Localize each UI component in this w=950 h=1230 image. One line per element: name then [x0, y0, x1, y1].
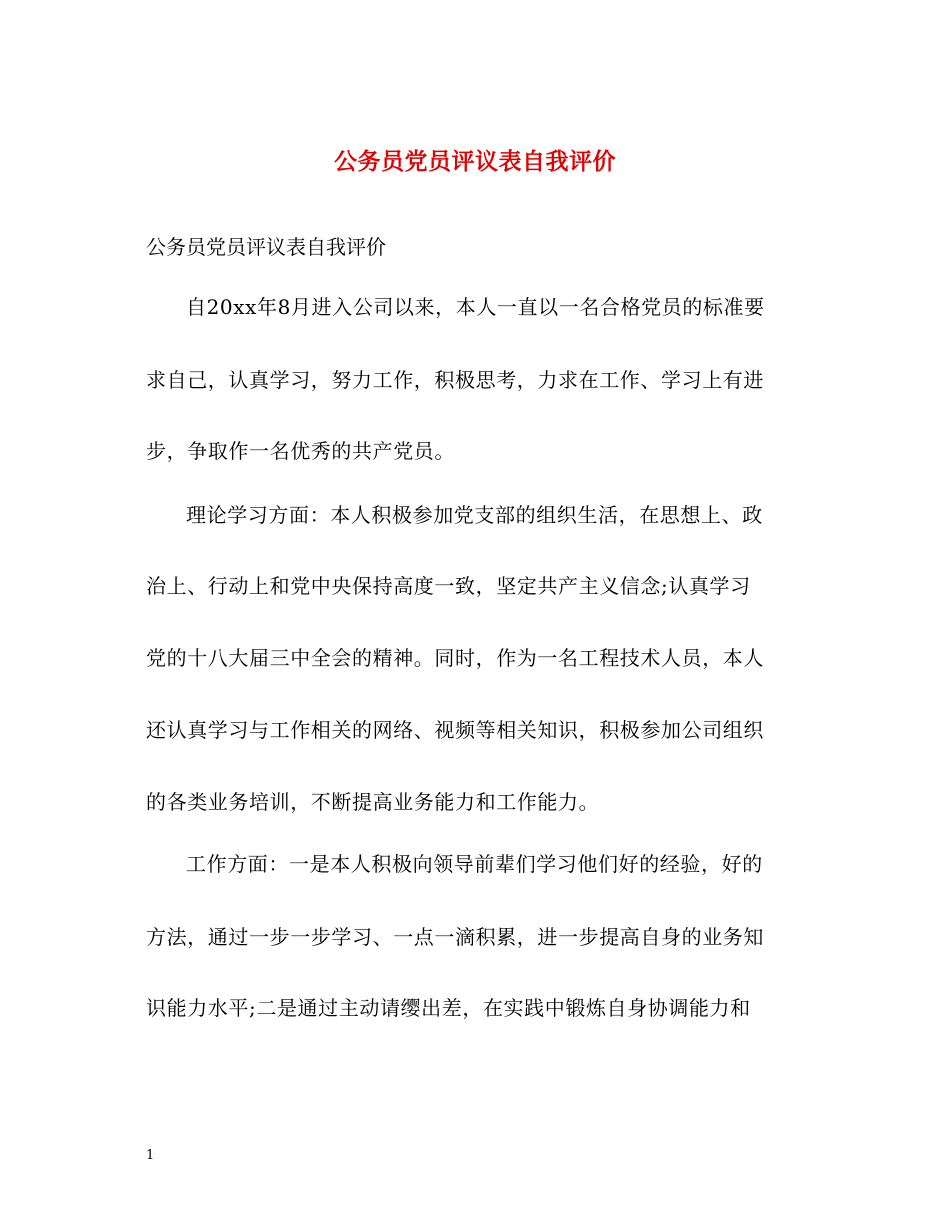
paragraph-line: 识能力水平;二是通过主动请缨出差，在实践中锻炼自身协调能力和 [146, 996, 751, 1020]
paragraph-line: 自20xx年8月进入公司以来，本人一直以一名合格党员的标准要 [186, 295, 765, 319]
document-subtitle: 公务员党员评议表自我评价 [146, 235, 386, 259]
paragraph-line: 方法，通过一步一步学习、一点一滴积累，进一步提高自身的业务知 [146, 925, 764, 949]
paragraph-line: 工作方面：一是本人积极向领导前辈们学习他们好的经验，好的 [186, 852, 763, 876]
paragraph-line: 求自己，认真学习，努力工作，积极思考，力求在工作、学习上有进 [146, 368, 764, 392]
paragraph-line: 党的十八大届三中全会的精神。同时，作为一名工程技术人员，本人 [146, 646, 764, 670]
paragraph-line: 理论学习方面：本人积极参加党支部的组织生活，在思想上、政 [186, 503, 763, 527]
paragraph-line: 还认真学习与工作相关的网络、视频等相关知识，积极参加公司组织 [146, 718, 764, 742]
paragraph-line: 步，争取作一名优秀的共产党员。 [146, 439, 455, 463]
page-number: 1 [146, 1148, 155, 1163]
paragraph-line: 治上、行动上和党中央保持高度一致，坚定共产主义信念;认真学习 [146, 574, 751, 598]
paragraph-line: 的各类业务培训，不断提高业务能力和工作能力。 [146, 790, 600, 814]
document-title: 公务员党员评议表自我评价 [334, 148, 616, 175]
